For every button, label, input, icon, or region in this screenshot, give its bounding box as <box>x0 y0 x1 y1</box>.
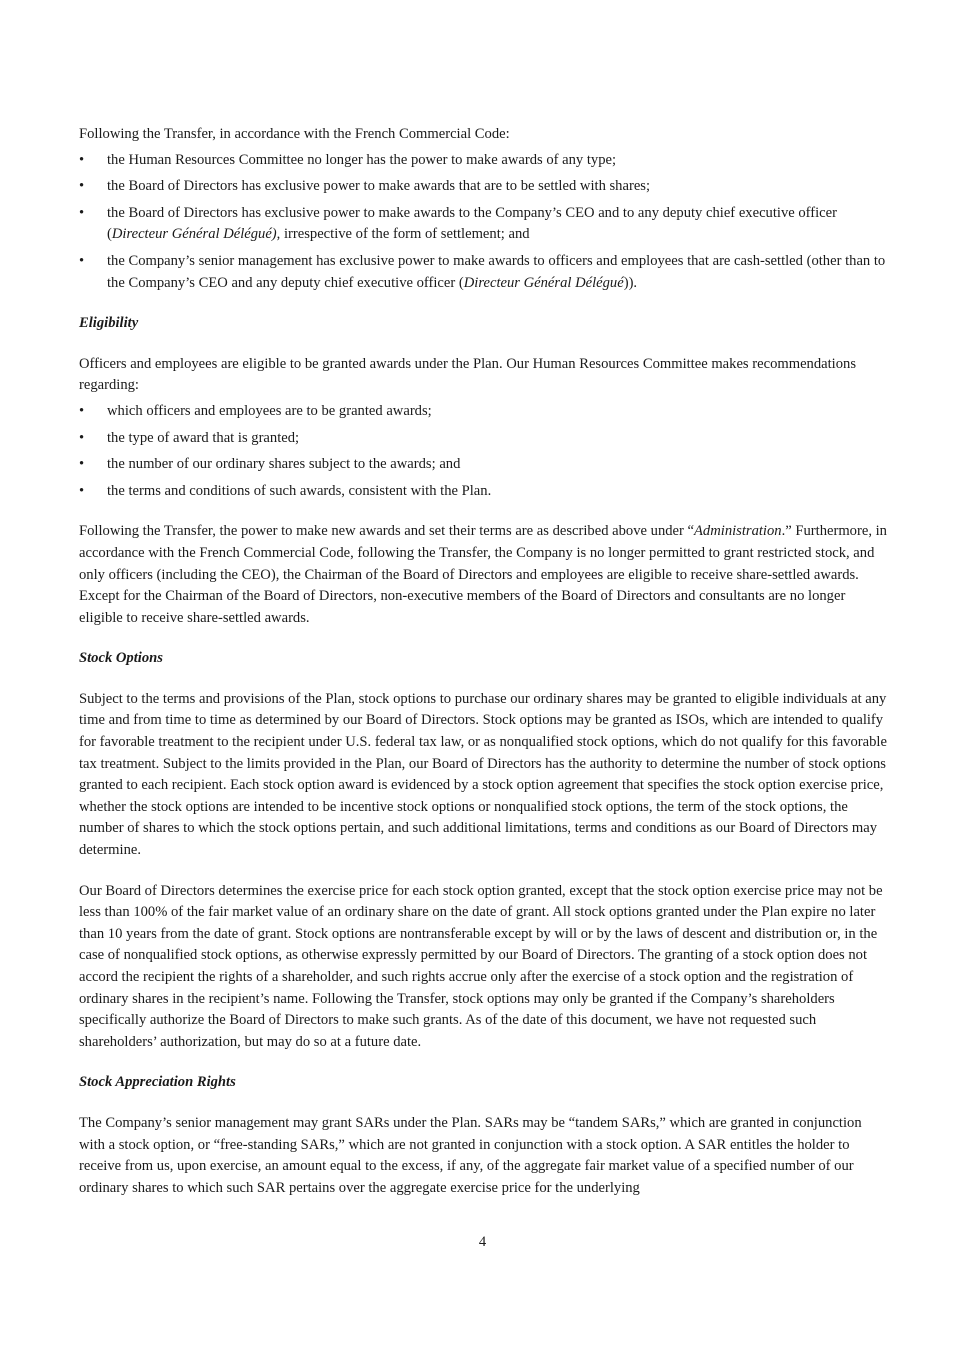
list-item: • the number of our ordinary shares subject to the awards; and <box>79 454 889 476</box>
eligibility-intro: Officers and employees are eligible to be granted awards under the Plan. Our Human Resources Committee makes recommendations regarding: <box>79 355 857 394</box>
list-item: • which officers and employees are to be granted awards; <box>79 401 889 423</box>
document-page <box>79 124 889 1218</box>
list-item: • the type of award that is granted; <box>79 428 889 450</box>
list-item: • the Human Resources Committee no longer has the power to make awards of any type; <box>79 150 889 172</box>
stock-options-paragraph-1: Subject to the terms and provisions of the Plan, stock options to purchase our ordinary shares may be granted to eligible individuals at any time and from time to time as determined by our Board of Directors. Stock options may be granted as ISOs, which are intended to qualify for favorable treatment to the recipient under U.S. federal tax law, or as nonqualified stock options, which do not qualify for this favorable tax treatment. Subject to the limits provided in the Plan, our Board of Directors has the authority to determine the number of stock options granted to each recipient. Each stock option award is evidenced by a stock option agreement that specifies the stock option exercise price, whether the stock options are intended to be incentive stock options or nonqualified stock options, the term of the stock options, the number of shares to which the stock options pertain, and such additional limitations, terms and conditions as our Board of Directors may determine. <box>79 690 887 859</box>
list-item: • the terms and conditions of such awards, consistent with the Plan. <box>79 481 889 503</box>
transfer-bullet-list <box>79 150 889 295</box>
bullet-icon: • <box>79 252 85 269</box>
page-number: 4 <box>478 1234 487 1250</box>
section-heading-stock-options: Stock Options <box>79 650 163 667</box>
sars-paragraph: The Company’s senior management may grant SARs under the Plan. SARs may be “tandem SARs,” which are granted in conjunction with a stock option, or “free-standing SARs,” which are not granted in conjunction with a stock option. A SAR entitles the holder to receive from us, upon exercise, an amount equal to the excess, if any, of the aggregate fair market value of a specified number of our ordinary shares to which such SAR pertains over the aggregate exercise price for the underlying <box>79 1114 862 1196</box>
bullet-icon: • <box>79 178 85 195</box>
bullet-icon: • <box>79 482 85 499</box>
eligibility-bullet-list <box>79 401 889 502</box>
eligibility-paragraph: Following the Transfer, the power to make new awards and set their terms are as described above under “Administration.” Furthermore, in accordance with the French Commercial Code, following the Transfer, the Company is no longer permitted to grant restricted stock, and only officers (including the CEO), the Chairman of the Board of Directors and employees are eligible to receive share-settled awards. Except for the Chairman of the Board of Directors, non-executive members of the Board of Directors and consultants are no longer eligible to receive share-settled awards. <box>79 523 887 626</box>
bullet-icon: • <box>79 204 85 221</box>
transfer-intro: Following the Transfer, in accordance with the French Commercial Code: <box>79 126 510 142</box>
section-heading-eligibility: Eligibility <box>79 315 139 332</box>
bullet-icon: • <box>79 151 85 168</box>
list-item: • the Company’s senior management has exclusive power to make awards to officers and employees that are cash-settled (other than to the Company’s CEO and any deputy chief executive officer (Directeur Général Délégué)). <box>79 252 886 291</box>
bullet-icon: • <box>79 456 85 473</box>
section-heading-sars: Stock Appreciation Rights <box>79 1074 236 1091</box>
stock-options-paragraph-2: Our Board of Directors determines the exercise price for each stock option granted, except that the stock option exercise price may not be less than 100% of the fair market value of an ordinary share on the date of grant. All stock options granted under the Plan expire no later than 10 years from the date of grant. Stock options are nontransferable except by will or by the laws of descent and distribution or, in the case of nonqualified stock options, as otherwise expressly permitted by our Board of Directors. The granting of a stock option does not accord the recipient the rights of a shareholder, and such rights accrue only after the exercise of a stock option and the registration of ordinary shares in the recipient’s name. Following the Transfer, stock options may only be granted if the Company’s shareholders specifically authorize the Board of Directors to make such grants. As of the date of this document, we have not requested such shareholders’ authorization, but may do so at a future date. <box>79 882 883 1050</box>
bullet-icon: • <box>79 429 85 446</box>
bullet-icon: • <box>79 402 85 419</box>
list-item: • the Board of Directors has exclusive power to make awards that are to be settled with shares; <box>79 176 889 198</box>
list-item: • the Board of Directors has exclusive power to make awards to the Company’s CEO and to any deputy chief executive officer (Directeur Général Délégué), irrespective of the form of settlement; and <box>79 204 838 243</box>
